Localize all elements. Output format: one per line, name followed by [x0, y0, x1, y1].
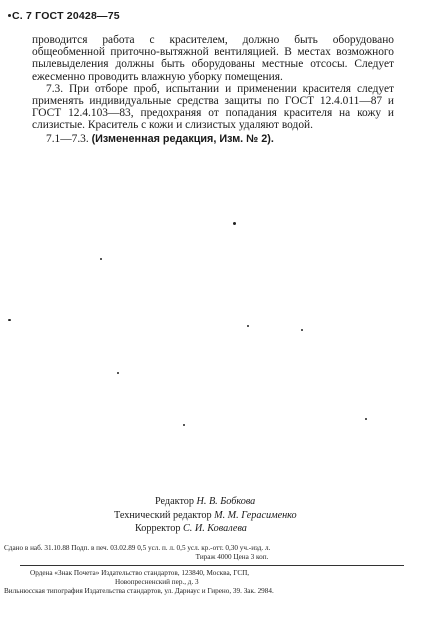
page-header: С. 7 ГОСТ 20428—75: [12, 10, 120, 22]
scan-speck: [233, 222, 236, 225]
print-run: Тираж 4000 Цена 3 коп.: [195, 553, 269, 561]
proofreader-role: Корректор: [135, 523, 181, 535]
scan-speck: [117, 372, 119, 374]
tech-editor-role: Технический редактор: [114, 509, 212, 521]
editor-line: [0, 495, 424, 509]
tech-editor-name: М. М. Герасименко: [214, 509, 297, 521]
paragraph-7-3: 7.3. При отборе проб, испытании и применении красителя следует применять индивидуальные средства защиты по ГОСТ 12.4.011—87 и ГОСТ 12.4.103—83, предохраняя от попадания красителя на кожу и слизистые. Краситель с кожи и слизистых удаляют водой.: [32, 82, 394, 132]
editorial-credits: [0, 495, 424, 536]
publisher-line: Ордена «Знак Почета» Издательство стандартов, 123840, Москва, ГСП,: [30, 569, 250, 577]
scan-speck: [183, 424, 185, 426]
print-imprint: [0, 544, 424, 596]
imprint-divider: [20, 565, 404, 566]
scan-speck: [8, 14, 11, 17]
scan-speck: [247, 325, 249, 327]
editor-role: Редактор: [155, 496, 194, 507]
scan-speck: [100, 258, 102, 260]
paragraph-continuation: проводится работа с красителем, должно быть оборудовано общеобменной приточно-вытяжной вентиляцией. В местах возможного пылевыделения должны быть оборудованы местные отсосы. Следует ежесменно проводить влажную уборку помещения.: [32, 34, 394, 83]
amendment-note: (Измененная редакция, Изм. № 2).: [91, 132, 274, 145]
print-details: Сдано в наб. 31.10.88 Подп. в печ. 03.02.89 0,5 усл. п. л. 0,5 усл. кр.-отт. 0,30 уч.-изд. л.: [4, 544, 271, 552]
editor-name: Н. В. Бобкова: [196, 496, 256, 507]
section-7-text: [32, 34, 394, 145]
scan-speck: [365, 418, 367, 420]
scan-speck: [301, 329, 303, 331]
proofreader-line: [0, 522, 424, 536]
proofreader-name: С. И. Ковалева: [182, 523, 247, 535]
tech-editor-line: [0, 509, 424, 523]
publisher-address: Новопресненский пер., д. 3: [115, 578, 199, 586]
scan-speck: [8, 319, 11, 321]
amendment-line: [32, 133, 394, 145]
amendment-ref: 7.1—7.3.: [46, 132, 89, 145]
printer-line: Вильнюсская типография Издательства стандартов, ул. Дариаус и Гирено, 39. Зак. 2984.: [4, 587, 274, 595]
